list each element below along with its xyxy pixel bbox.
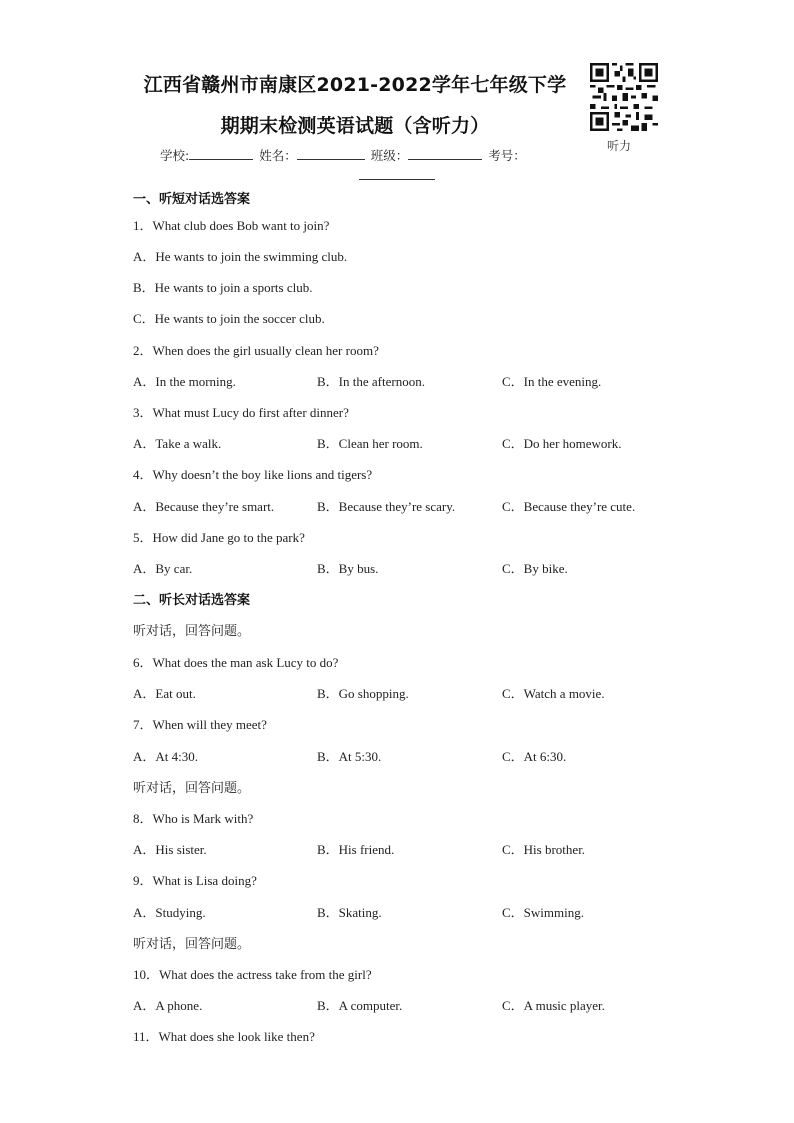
option-4c[interactable]: C．Because they’re cute. — [502, 499, 636, 514]
number-blank[interactable] — [359, 179, 435, 180]
option-3b[interactable]: B．Clean her room. — [317, 436, 423, 451]
instruction-1: 听对话，回答问题。 — [133, 624, 251, 639]
option-7a[interactable]: A．At 4:30. — [133, 749, 199, 764]
option-8a[interactable]: A．His sister. — [133, 842, 207, 857]
option-2b[interactable]: B．In the afternoon. — [317, 374, 425, 389]
question-8: 8．Who is Mark with? — [133, 811, 254, 826]
option-2c[interactable]: C．In the evening. — [502, 374, 602, 389]
option-2a[interactable]: A．In the morning. — [133, 374, 236, 389]
option-9c[interactable]: C．Swimming. — [502, 905, 584, 920]
option-1b[interactable]: B．He wants to join a sports club. — [133, 280, 313, 295]
option-10a[interactable]: A．A phone. — [133, 998, 203, 1013]
option-5b[interactable]: B．By bus. — [317, 561, 379, 576]
option-6b[interactable]: B．Go shopping. — [317, 686, 409, 701]
qr-code-icon[interactable] — [590, 63, 658, 131]
option-5a[interactable]: A．By car. — [133, 561, 193, 576]
option-9a[interactable]: A．Studying. — [133, 905, 206, 920]
option-1c[interactable]: C．He wants to join the soccer club. — [133, 311, 325, 326]
section-2-title: 二、听长对话选答案 — [133, 593, 251, 608]
name-label: 姓名： — [259, 148, 297, 163]
student-info-line — [160, 146, 526, 164]
option-1a[interactable]: A．He wants to join the swimming club. — [133, 249, 348, 264]
question-6: 6．What does the man ask Lucy to do? — [133, 655, 339, 670]
option-10b[interactable]: B．A computer. — [317, 998, 403, 1013]
qr-label: 听力 — [607, 139, 632, 153]
option-4a[interactable]: A．Because they’re smart. — [133, 499, 275, 514]
question-7: 7．When will they meet? — [133, 717, 267, 732]
option-7b[interactable]: B．At 5:30. — [317, 749, 382, 764]
instruction-3: 听对话，回答问题。 — [133, 937, 251, 952]
option-9b[interactable]: B．Skating. — [317, 905, 382, 920]
option-6c[interactable]: C．Watch a movie. — [502, 686, 605, 701]
question-2: 2．When does the girl usually clean her room? — [133, 343, 379, 358]
name-blank[interactable] — [297, 147, 365, 160]
option-7c[interactable]: C．At 6:30. — [502, 749, 567, 764]
question-3: 3．What must Lucy do first after dinner? — [133, 405, 349, 420]
option-5c[interactable]: C．By bike. — [502, 561, 568, 576]
instruction-2: 听对话，回答问题。 — [133, 781, 251, 796]
question-5: 5．How did Jane go to the park? — [133, 530, 305, 545]
question-4: 4．Why doesn’t the boy like lions and tigers? — [133, 467, 373, 482]
question-10: 10．What does the actress take from the girl? — [133, 967, 372, 982]
section-1-title: 一、听短对话选答案 — [133, 192, 251, 207]
option-8c[interactable]: C．His brother. — [502, 842, 586, 857]
question-11: 11．What does she look like then? — [133, 1029, 315, 1044]
question-9: 9．What is Lisa doing? — [133, 873, 257, 888]
option-8b[interactable]: B．His friend. — [317, 842, 395, 857]
option-10c[interactable]: C．A music player. — [502, 998, 605, 1013]
school-label: 学校: — [160, 148, 190, 163]
number-label: 考号： — [488, 148, 526, 163]
class-label: 班级： — [370, 148, 409, 163]
school-blank[interactable] — [189, 147, 253, 160]
question-1: 1．What club does Bob want to join? — [133, 218, 330, 233]
title-line-2: 期期末检测英语试题（含听力） — [220, 115, 490, 137]
option-3a[interactable]: A．Take a walk. — [133, 436, 222, 451]
title-line-1: 江西省赣州市南康区2021-2022学年七年级下学 — [143, 74, 567, 96]
option-3c[interactable]: C．Do her homework. — [502, 436, 622, 451]
option-6a[interactable]: A．Eat out. — [133, 686, 196, 701]
class-blank[interactable] — [408, 147, 482, 160]
option-4b[interactable]: B．Because they’re scary. — [317, 499, 456, 514]
